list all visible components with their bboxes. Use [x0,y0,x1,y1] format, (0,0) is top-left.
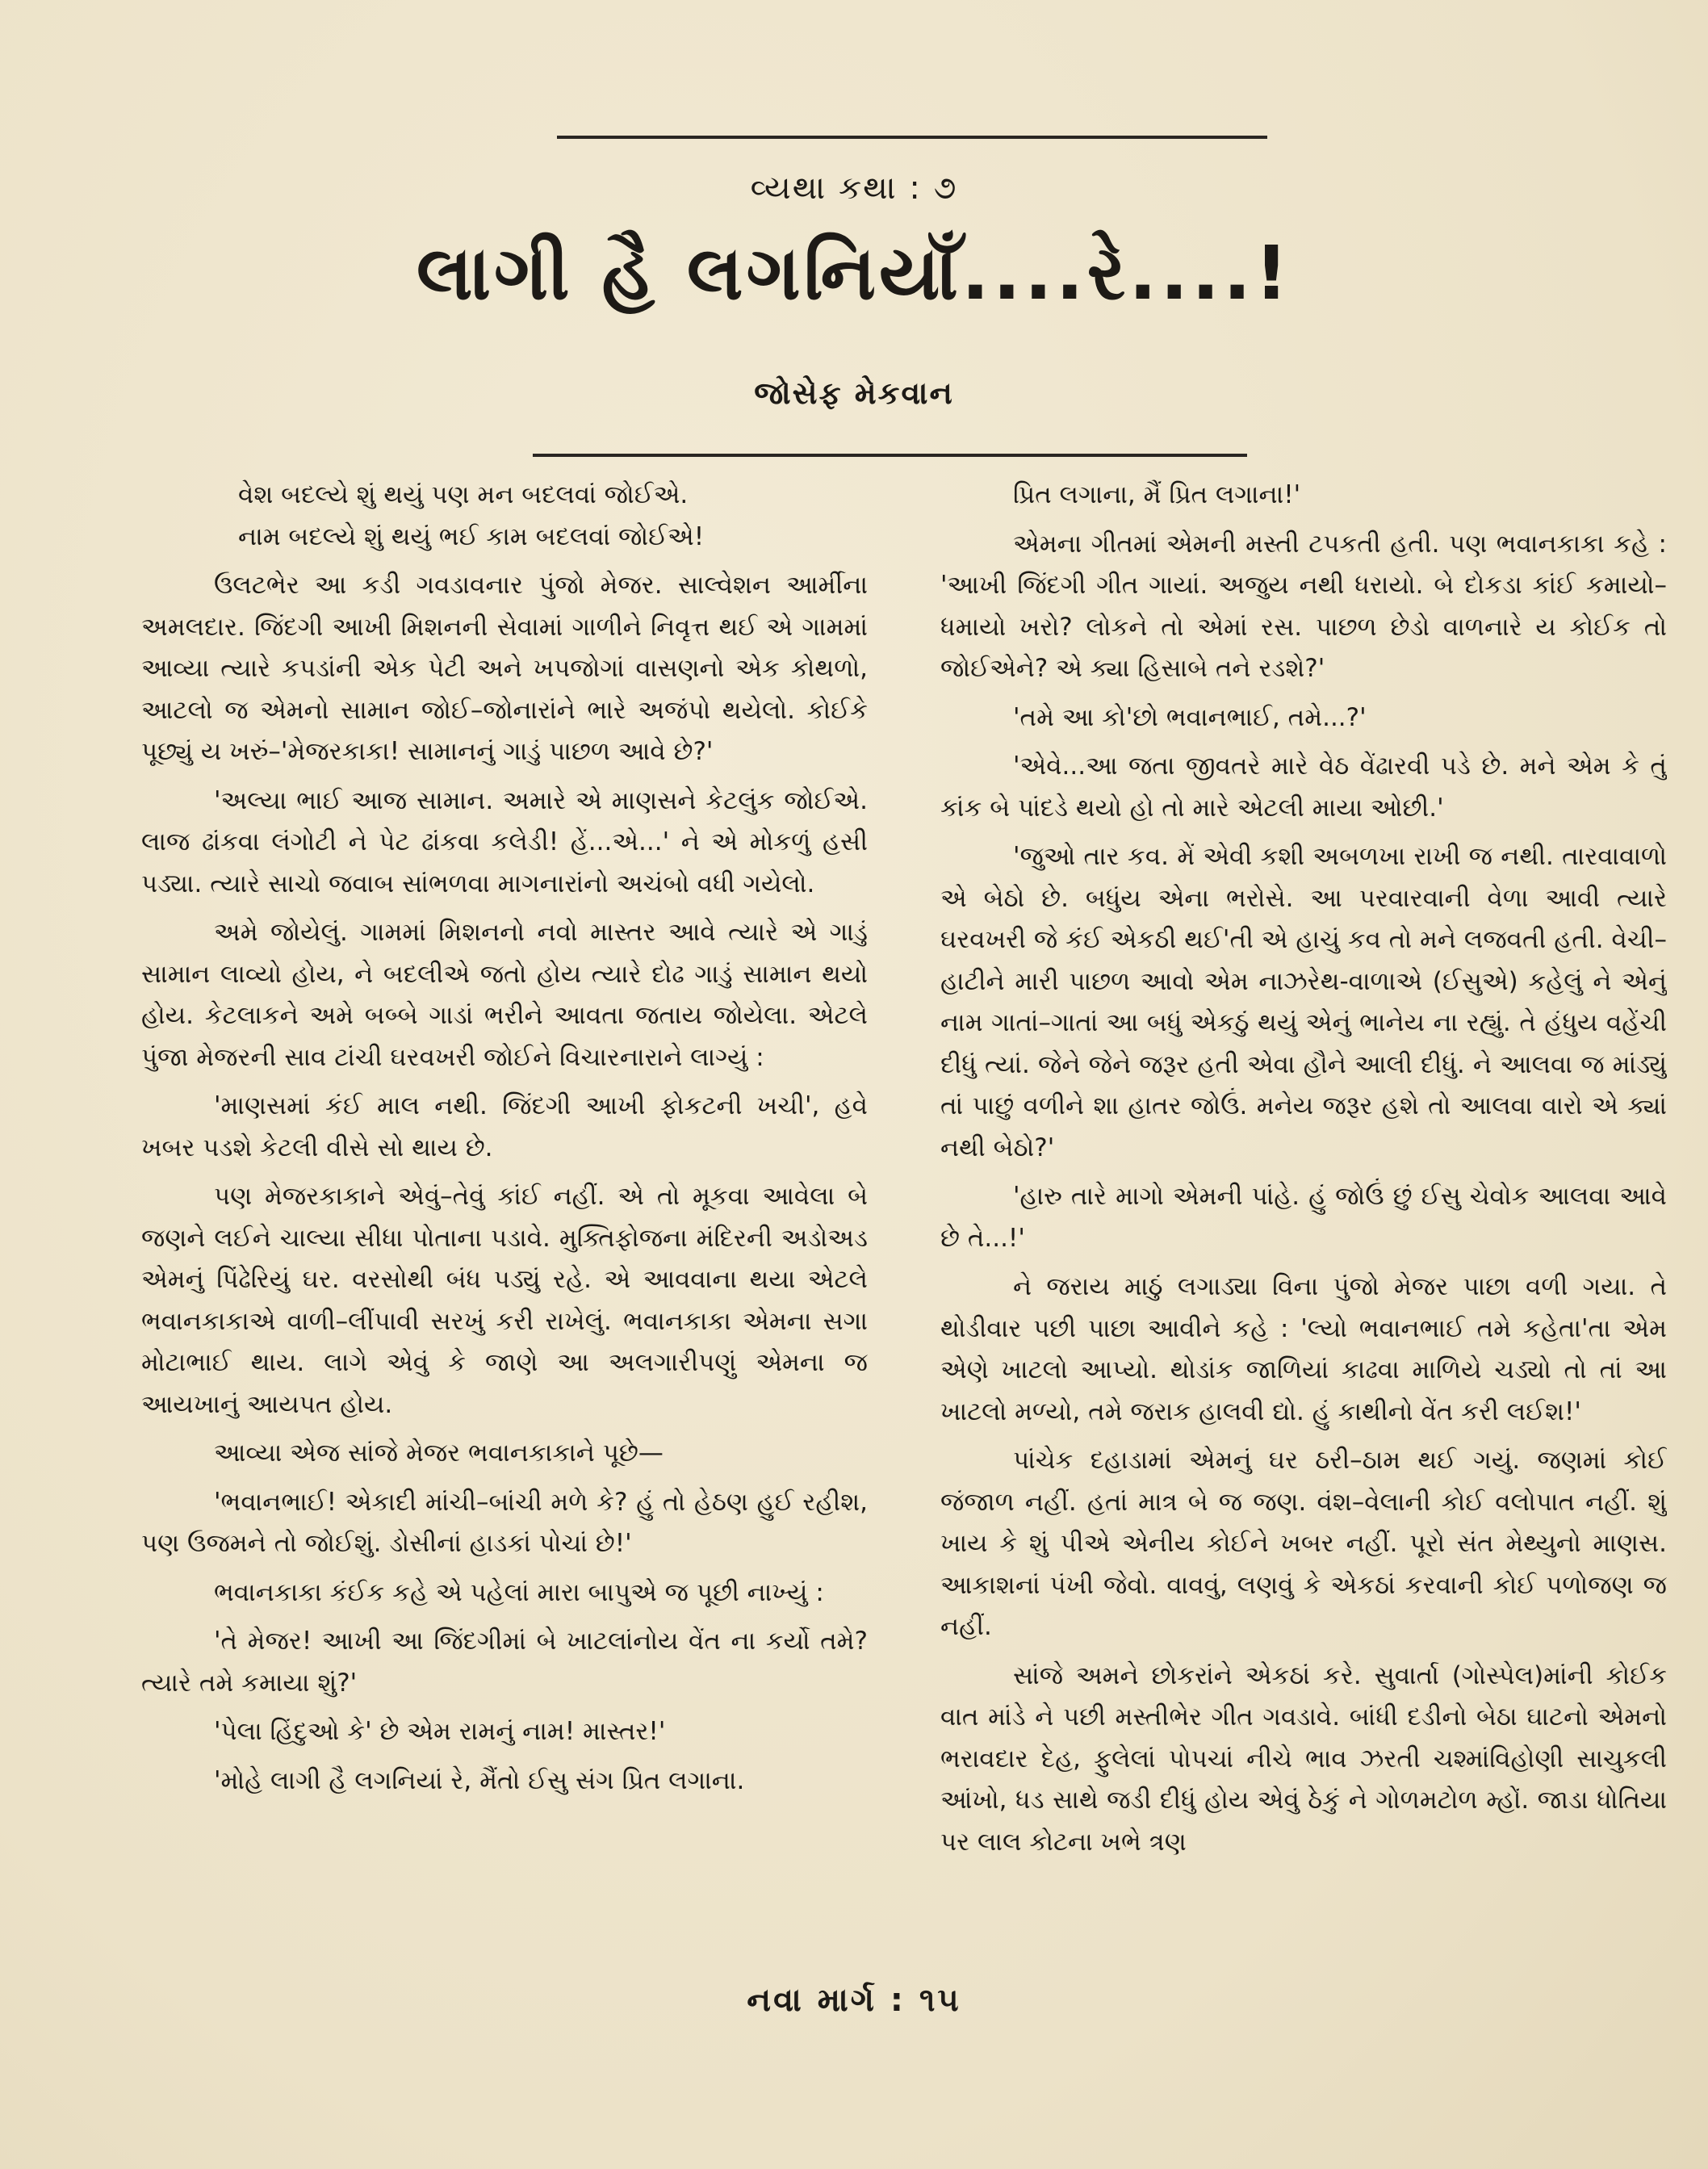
paragraph: 'માણસમાં કંઈ માલ નથી. જિંદગી આખી ફોકટની ખચી', હવે ખબર પડશે કેટલી વીસે સો થાય છે. [141,1091,868,1162]
paragraph: આવ્યા એજ સાંજે મેજર ભવાનકાકાને પૂછે— [214,1438,664,1468]
paragraph: પાંચેક દહાડામાં એમનું ઘર ઠરી–ઠામ થઈ ગયું. જણમાં કોઈ જંજાળ નહીં. હતાં માત્ર બે જ જણ. વંશ–વેલાની કોઈ વલોપાત નહીં. શું ખાય કે શું પીએ એનીય કોઈને ખબર નહીં. પૂરો સંત મેથ્યુનો માણસ. આકાશનાં પંખી જેવો. વાવવું, લણવું કે એકઠાં કરવાની કોઈ પળોજણ જ નહીં. [940,1446,1667,1641]
paragraph: 'હારુ તારે માગો એમની પાંહે. હું જોઉં છું ઈસુ ચેવોક આલવા આવે છે તે...!' [940,1182,1667,1253]
paragraph: એમના ગીતમાં એમની મસ્તી ટપકતી હતી. પણ ભવાનકાકા કહે : 'આખી જિંદગી ગીત ગાયાં. અજુય નથી ધરાયો. બે દોકડા કાંઈ કમાયો–ધમાયો ખરો? લોકને તો એમાં રસ. પાછળ છેડો વાળનારે ય કોઈક તો જોઈએને? એ ક્યા હિસાબે તને રડશે?' [940,529,1667,683]
title-divider [533,454,1247,457]
paragraph: 'ભવાનભાઈ! એકાદી માંચી–બાંચી મળે કે? હું તો હેઠણ હુઈ રહીશ, પણ ઉજમને તો જોઈશું. ડોસીનાં હાડકાં પોચાં છે!' [141,1487,868,1558]
paragraph: ને જરાય માઠું લગાડ્યા વિના પુંજો મેજર પાછા વળી ગયા. તે થોડીવાર પછી પાછા આવીને કહે : 'લ્યો ભવાનભાઈ તમે કહેતા'તા એમ એણે ખાટલો આપ્યો. થોડાંક જાળિયાં કાઢવા માળિયે ચડ્યો તો તાં આ ખાટલો મળ્યો, તમે જરાક હાલવી દ્યો. હું કાથીનો વેંત કરી લઈશ!' [940,1272,1667,1426]
paragraph: 'જુઓ તાર કવ. મેં એવી કશી અબળખા રાખી જ નથી. તારવાવાળો એ બેઠો છે. બધુંય એના ભરોસે. આ પરવારવાની વેળા આવી ત્યારે ઘરવખરી જે કંઈ એકઠી થઈ'તી એ હાચું કવ તો મને લજવતી હતી. વેચી–હાટીને મારી પાછળ આવો એમ નાઝરેથ-વાળાએ (ઈસુએ) કહેલું ને એનું નામ ગાતાં–ગાતાં આ બધું એકઠું થયું એનું ભાનેય ના રહ્યું. તે હંધુય વહેંચી દીધું ત્યાં. જેને જેને જરૂર હતી એવા હૌને આલી દીધું. ને આલવા જ માંડ્યું તાં પાછું વળીને શા હાતર જોઉં. મનેય જરૂર હશે તો આલવા વારો એ ક્યાં નથી બેઠો?' [940,842,1667,1162]
article-title: લાગી હૈ લગનિયાઁ....રે....! [416,230,1292,316]
series-label: વ્યથા કથા : ૭ [750,170,958,207]
author-name: જોસેફ મેકવાન [754,375,954,411]
paragraph: 'મોહે લાગી હૈ લગનિયાં રે, મૈંતો ઈસુ સંગ પ્રિત લગાના. [214,1765,745,1795]
paragraph: ભવાનકાકા કંઈક કહે એ પહેલાં મારા બાપુએ જ પૂછી નાખ્યું : [214,1577,824,1607]
paragraph: 'એવે...આ જતા જીવતરે મારે વેઠ વેંઢારવી પડે છે. મને એમ કે તું કાંક બે પાંદડે થયો હો તો મારે એટલી માયા ઓછી.' [940,752,1667,823]
paragraph: પણ મેજરકાકાને એવું–તેવું કાંઈ નહીં. એ તો મૂકવા આવેલા બે જણને લઈને ચાલ્યા સીધા પોતાના પડાવે. મુક્તિફોજના મંદિરની અડોઅડ એમનું પિંઢેરિયું ઘર. વરસોથી બંધ પડ્યું રહે. એ આવવાના થયા એટલે ભવાનકાકાએ વાળી–લીંપાવી સરખું કરી રાખેલું. ભવાનકાકા એમના સગા મોટાભાઈ થાય. લાગે એવું કે જાણે આ અલગારીપણું એમના જ આયખાનું આયપત હોય. [141,1182,868,1419]
verse-line: વેશ બદલ્યે શું થયું પણ મન બદલવાં જોઈએ. [238,480,689,509]
top-divider [557,136,1267,139]
paragraph: 'તમે આ કો'છો ભવાનભાઈ, તમે...?' [1013,702,1367,732]
paragraph: 'અલ્યા ભાઈ આજ સામાન. અમારે એ માણસને કેટલુંક જોઈએ. લાજ ઢાંકવા લંગોટી ને પેટ ઢાંકવા કલેડી! હેં...એ...' ને એ મોકળું હસી પડ્યા. ત્યારે સાચો જવાબ સાંભળવા માગનારાંનો અચંબો વધી ગયેલો. [141,785,868,898]
left-column [141,475,868,1972]
right-column [940,475,1667,1972]
verse-line: નામ બદલ્યે શું થયું ભઈ કામ બદલવાં જોઈએ! [238,521,705,551]
paragraph: ઉલટભેર આ કડી ગવડાવનાર પુંજો મેજર. સાલ્વેશન આર્મીના અમલદાર. જિંદગી આખી મિશનની સેવામાં ગાળીને નિવૃત્ત થઈ એ ગામમાં આવ્યા ત્યારે કપડાંની એક પેટી અને ખપજોગાં વાસણનો એક કોથળો, આટલો જ એમનો સામાન જોઈ–જોનારાંને ભારે અજંપો થયેલો. કોઈકે પૂછ્યું ય ખરું–'મેજરકાકા! સામાનનું ગાડું પાછળ આવે છે?' [141,571,868,766]
paragraph: 'તે મેજર! આખી આ જિંદગીમાં બે ખાટલાંનોય વેંત ના કર્યો તમે? ત્યારે તમે કમાયા શું?' [141,1627,868,1698]
page-footer: નવા માર્ગ : ૧૫ [747,1982,961,2019]
paragraph: 'પેલા હિંદુઓ કે' છે એમ રામનું નામ! માસ્તર!' [214,1717,666,1746]
paragraph: પ્રિત લગાના, મૈં પ્રિત લગાના!' [1013,480,1301,509]
paragraph: સાંજે અમને છોકરાંને એકઠાં કરે. સુવાર્તા (ગોસ્પેલ)માંની કોઈક વાત માંડે ને પછી મસ્તીભેર ગીત ગવડાવે. બાંધી દડીનો બેઠા ઘાટનો એમનો ભરાવદાર દેહ, ફુલેલાં પોપચાં નીચે ભાવ ઝરતી ચશ્માંવિહોણી સાચુકલી આંખો, ધડ સાથે જડી દીધું હોય એવું ઠેકું ને ગોળમટોળ મ્હોં. જાડા ધોતિયા પર લાલ કોટના ખભે ત્રણ [940,1660,1667,1857]
paragraph: અમે જોયેલું. ગામમાં મિશનનો નવો માસ્તર આવે ત્યારે એ ગાડું સામાન લાવ્યો હોય, ને બદલીએ જતો હોય ત્યારે દોઢ ગાડું સામાન થયો હોય. કેટલાકને અમે બબ્બે ગાડાં ભરીને આવતા જતાય જોયેલા. એટલે પુંજા મેજરની સાવ ટાંચી ઘરવખરી જોઈને વિચારનારાને લાગ્યું : [141,918,868,1072]
